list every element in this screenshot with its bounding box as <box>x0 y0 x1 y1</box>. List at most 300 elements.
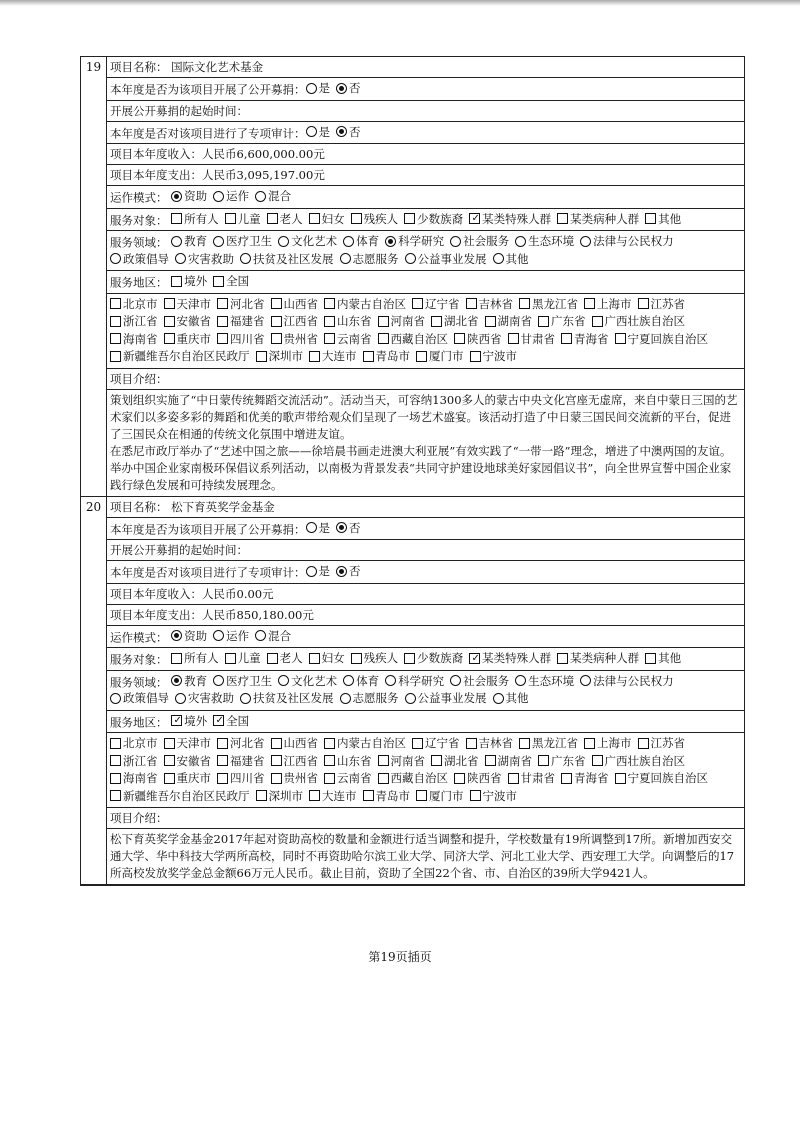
field-option[interactable] <box>515 673 574 689</box>
province-option[interactable] <box>519 296 578 312</box>
province-option[interactable] <box>110 348 250 364</box>
province-option[interactable] <box>378 753 426 769</box>
province-option[interactable] <box>538 753 586 769</box>
province-option[interactable] <box>538 313 586 329</box>
checkbox[interactable] <box>225 653 236 664</box>
field-option[interactable] <box>385 233 444 249</box>
checkbox[interactable] <box>615 333 626 344</box>
field-option[interactable] <box>110 690 169 706</box>
radio-button[interactable] <box>405 693 416 704</box>
checkbox[interactable] <box>267 213 278 224</box>
province-option[interactable] <box>485 753 533 769</box>
field-option[interactable] <box>175 690 234 706</box>
checkbox[interactable] <box>171 653 182 664</box>
field-option[interactable] <box>450 233 509 249</box>
province-option[interactable] <box>638 296 686 312</box>
checkbox[interactable] <box>469 653 480 664</box>
checkbox[interactable] <box>164 738 175 749</box>
radio-button[interactable] <box>340 253 351 264</box>
checkbox[interactable] <box>171 715 182 726</box>
province-option[interactable] <box>256 348 304 364</box>
checkbox[interactable] <box>508 773 519 784</box>
checkbox[interactable] <box>217 773 228 784</box>
region-option[interactable] <box>213 273 249 289</box>
checkbox[interactable] <box>324 333 335 344</box>
province-option[interactable] <box>217 313 265 329</box>
target-option[interactable] <box>469 211 551 227</box>
province-row <box>107 294 745 369</box>
checkbox[interactable] <box>271 316 282 327</box>
option-label: 全国 <box>226 713 250 728</box>
field-option[interactable] <box>171 233 207 249</box>
radio-button[interactable] <box>343 236 354 247</box>
checkbox[interactable] <box>271 738 282 749</box>
radio-button[interactable] <box>493 693 504 704</box>
region-option[interactable] <box>213 713 249 729</box>
mode-option[interactable] <box>171 188 207 204</box>
checkbox[interactable] <box>615 773 626 784</box>
checkbox[interactable] <box>110 773 121 784</box>
field-option[interactable] <box>278 673 337 689</box>
province-option[interactable] <box>454 770 502 786</box>
province-option[interactable] <box>584 735 632 751</box>
province-option[interactable] <box>378 313 426 329</box>
province-option[interactable] <box>164 331 212 347</box>
province-option[interactable] <box>470 348 518 364</box>
radio-button[interactable] <box>213 630 224 641</box>
province-option[interactable] <box>324 753 372 769</box>
province-option[interactable] <box>256 788 304 804</box>
region-option[interactable] <box>171 273 207 289</box>
radio-button[interactable] <box>306 126 317 137</box>
checkbox[interactable] <box>538 755 549 766</box>
page-footer: 第19页插页 <box>368 950 432 964</box>
checkbox[interactable] <box>110 333 121 344</box>
province-option[interactable] <box>324 296 406 312</box>
province-option[interactable] <box>416 788 464 804</box>
checkbox[interactable] <box>110 738 121 749</box>
radio-button[interactable] <box>580 675 591 686</box>
radio-button[interactable] <box>240 693 251 704</box>
checkbox[interactable] <box>351 653 362 664</box>
radio-button[interactable] <box>171 675 182 686</box>
province-option[interactable] <box>164 770 212 786</box>
checkbox[interactable] <box>363 351 374 362</box>
province-option[interactable] <box>638 735 686 751</box>
project-number: 20 <box>81 497 107 885</box>
province-option[interactable] <box>561 331 609 347</box>
target-option[interactable] <box>404 211 463 227</box>
field-option[interactable] <box>110 251 169 267</box>
province-option[interactable] <box>164 313 212 329</box>
checkbox[interactable] <box>164 755 175 766</box>
public-fundraising-yes[interactable] <box>306 80 331 96</box>
province-option[interactable] <box>592 753 686 769</box>
checkbox[interactable] <box>638 738 649 749</box>
mode-option[interactable] <box>213 628 249 644</box>
radio-button[interactable] <box>340 693 351 704</box>
checkbox[interactable] <box>225 213 236 224</box>
field-option[interactable] <box>343 233 379 249</box>
field-option[interactable] <box>213 673 272 689</box>
target-option[interactable] <box>351 211 399 227</box>
option-label: 福建省 <box>230 753 265 768</box>
radio-button[interactable] <box>343 675 354 686</box>
province-option[interactable] <box>615 331 709 347</box>
province-option[interactable] <box>431 753 479 769</box>
radio-button[interactable] <box>515 675 526 686</box>
radio-button[interactable] <box>213 191 224 202</box>
option-label: 资助 <box>184 628 208 643</box>
radio-button[interactable] <box>175 253 186 264</box>
checkbox[interactable] <box>351 213 362 224</box>
option-label: 江苏省 <box>650 736 685 750</box>
province-option[interactable] <box>584 296 632 312</box>
checkbox[interactable] <box>638 298 649 309</box>
checkbox[interactable] <box>110 755 121 766</box>
option-label: 新疆维吾尔自治区民政厅 <box>123 788 250 803</box>
option-label: 大连市 <box>322 349 357 363</box>
field-option[interactable] <box>493 690 529 706</box>
province-option[interactable] <box>217 753 265 769</box>
checkbox[interactable] <box>431 316 442 327</box>
checkbox[interactable] <box>309 213 320 224</box>
target-option[interactable] <box>404 650 463 666</box>
checkbox[interactable] <box>561 333 572 344</box>
option-label: 医疗卫生 <box>226 234 273 248</box>
province-option[interactable] <box>363 348 411 364</box>
region-option[interactable] <box>171 713 207 729</box>
option-label: 是 <box>318 564 330 578</box>
checkbox[interactable] <box>561 773 572 784</box>
field-option[interactable] <box>171 673 207 689</box>
checkbox[interactable] <box>466 298 477 309</box>
field-option[interactable] <box>213 233 272 249</box>
project-rows <box>107 497 745 885</box>
checkbox[interactable] <box>324 316 335 327</box>
province-option[interactable] <box>324 770 372 786</box>
checkbox[interactable] <box>217 316 228 327</box>
radio-button[interactable] <box>336 126 347 137</box>
checkbox[interactable] <box>164 298 175 309</box>
checkbox[interactable] <box>470 351 481 362</box>
radio-button[interactable] <box>493 253 504 264</box>
field-option[interactable] <box>278 233 337 249</box>
field-option[interactable] <box>240 251 334 267</box>
radio-button[interactable] <box>255 630 266 641</box>
region-label: 服务地区： <box>110 715 172 729</box>
checkbox[interactable] <box>324 773 335 784</box>
radio-button[interactable] <box>450 675 461 686</box>
province-option[interactable] <box>110 770 158 786</box>
province-option[interactable] <box>309 788 357 804</box>
public-fundraising-yes[interactable] <box>306 520 331 536</box>
checkbox[interactable] <box>164 333 175 344</box>
target-option[interactable] <box>267 211 303 227</box>
checkbox[interactable] <box>592 755 603 766</box>
checkbox[interactable] <box>592 316 603 327</box>
checkbox[interactable] <box>485 755 496 766</box>
public-fundraising-no[interactable] <box>336 520 361 536</box>
checkbox[interactable] <box>271 773 282 784</box>
option-label: 少数族裔 <box>417 651 464 665</box>
province-option[interactable] <box>324 735 406 751</box>
checkbox[interactable] <box>645 213 656 224</box>
province-option[interactable] <box>470 788 518 804</box>
checkbox[interactable] <box>469 213 480 224</box>
checkbox[interactable] <box>508 333 519 344</box>
radio-button[interactable] <box>336 83 347 94</box>
radio-button[interactable] <box>278 236 289 247</box>
field-option[interactable] <box>175 251 234 267</box>
checkbox[interactable] <box>404 213 415 224</box>
province-option[interactable] <box>271 313 319 329</box>
radio-button[interactable] <box>450 236 461 247</box>
checkbox[interactable] <box>412 298 423 309</box>
radio-button[interactable] <box>213 675 224 686</box>
target-option[interactable] <box>645 211 681 227</box>
radio-button[interactable] <box>171 630 182 641</box>
radio-button[interactable] <box>580 236 591 247</box>
mode-option[interactable] <box>213 188 249 204</box>
audit-no[interactable] <box>336 124 361 140</box>
checkbox[interactable] <box>470 790 481 801</box>
checkbox[interactable] <box>454 773 465 784</box>
target-label: 服务对象： <box>110 652 172 667</box>
radio-button[interactable] <box>213 236 224 247</box>
option-label: 公益事业发展 <box>417 251 487 266</box>
field-option[interactable] <box>405 251 487 267</box>
province-option[interactable] <box>324 313 372 329</box>
field-option[interactable] <box>340 690 399 706</box>
target-option[interactable] <box>225 211 261 227</box>
checkbox[interactable] <box>324 755 335 766</box>
checkbox[interactable] <box>557 213 568 224</box>
checkbox[interactable] <box>110 316 121 327</box>
option-label: 儿童 <box>237 651 261 665</box>
province-option[interactable] <box>110 313 158 329</box>
option-label: 青岛市 <box>375 788 410 803</box>
radio-button[interactable] <box>515 236 526 247</box>
province-option[interactable] <box>110 753 158 769</box>
checkbox[interactable] <box>645 653 656 664</box>
target-option[interactable] <box>309 211 345 227</box>
radio-button[interactable] <box>171 236 182 247</box>
checkbox[interactable] <box>584 738 595 749</box>
province-option[interactable] <box>217 735 265 751</box>
checkbox[interactable] <box>431 755 442 766</box>
radio-button[interactable] <box>110 693 121 704</box>
target-option[interactable] <box>557 211 639 227</box>
province-option[interactable] <box>466 296 514 312</box>
checkbox[interactable] <box>378 333 389 344</box>
option-label: 重庆市 <box>176 771 211 785</box>
field-option[interactable] <box>450 673 509 689</box>
radio-button[interactable] <box>385 236 396 247</box>
radio-button[interactable] <box>278 675 289 686</box>
checkbox[interactable] <box>271 333 282 344</box>
audit-yes[interactable] <box>306 124 331 140</box>
province-option[interactable] <box>110 296 158 312</box>
province-option[interactable] <box>412 296 460 312</box>
province-option[interactable] <box>561 770 609 786</box>
province-option[interactable] <box>271 296 319 312</box>
checkbox[interactable] <box>485 316 496 327</box>
province-option[interactable] <box>164 735 212 751</box>
radio-button[interactable] <box>306 566 317 577</box>
checkbox[interactable] <box>171 276 182 287</box>
radio-button[interactable] <box>306 522 317 533</box>
region-row <box>107 271 745 294</box>
checkbox[interactable] <box>267 653 278 664</box>
province-option[interactable] <box>378 331 449 347</box>
checkbox[interactable] <box>519 738 530 749</box>
target-option[interactable] <box>469 650 551 666</box>
target-option[interactable] <box>645 650 681 666</box>
province-option[interactable] <box>271 331 319 347</box>
target-option[interactable] <box>225 650 261 666</box>
province-option[interactable] <box>508 770 556 786</box>
target-option[interactable] <box>171 650 219 666</box>
mode-option[interactable] <box>255 628 291 644</box>
province-option[interactable] <box>363 788 411 804</box>
province-option[interactable] <box>164 753 212 769</box>
checkbox[interactable] <box>324 298 335 309</box>
province-option[interactable] <box>110 788 250 804</box>
province-option[interactable] <box>485 313 533 329</box>
checkbox[interactable] <box>309 653 320 664</box>
province-option[interactable] <box>412 735 460 751</box>
option-label: 社会服务 <box>463 673 510 688</box>
province-option[interactable] <box>110 331 158 347</box>
province-option[interactable] <box>217 296 265 312</box>
checkbox[interactable] <box>256 790 267 801</box>
province-option[interactable] <box>466 735 514 751</box>
field-option[interactable] <box>580 673 674 689</box>
option-label: 公益事业发展 <box>417 691 487 705</box>
checkbox[interactable] <box>378 773 389 784</box>
province-option[interactable] <box>615 770 709 786</box>
province-option[interactable] <box>324 331 372 347</box>
checkbox[interactable] <box>538 316 549 327</box>
radio-button[interactable] <box>171 191 182 202</box>
checkbox[interactable] <box>213 715 224 726</box>
province-option[interactable] <box>454 331 502 347</box>
checkbox[interactable] <box>110 790 121 801</box>
checkbox[interactable] <box>256 351 267 362</box>
checkbox[interactable] <box>110 351 121 362</box>
audit-no[interactable] <box>336 563 361 579</box>
checkbox[interactable] <box>557 653 568 664</box>
option-label: 儿童 <box>237 211 261 226</box>
option-label: 广东省 <box>551 314 586 328</box>
checkbox[interactable] <box>416 351 427 362</box>
field-option[interactable] <box>580 233 674 249</box>
province-option[interactable] <box>431 313 479 329</box>
checkbox[interactable] <box>271 298 282 309</box>
checkbox[interactable] <box>217 738 228 749</box>
field-option[interactable] <box>493 251 529 267</box>
checkbox[interactable] <box>217 755 228 766</box>
option-label: 所有人 <box>184 651 219 665</box>
target-option[interactable] <box>557 650 639 666</box>
checkbox[interactable] <box>412 738 423 749</box>
checkbox[interactable] <box>164 316 175 327</box>
checkbox[interactable] <box>213 276 224 287</box>
province-option[interactable] <box>271 753 319 769</box>
province-option[interactable] <box>519 735 578 751</box>
checkbox[interactable] <box>378 316 389 327</box>
province-option[interactable] <box>309 348 357 364</box>
checkbox[interactable] <box>171 213 182 224</box>
checkbox[interactable] <box>164 773 175 784</box>
checkbox[interactable] <box>309 351 320 362</box>
radio-button[interactable] <box>336 522 347 533</box>
option-label: 辽宁省 <box>425 296 460 311</box>
checkbox[interactable] <box>110 298 121 309</box>
field-option[interactable] <box>405 690 487 706</box>
field-option[interactable] <box>385 673 444 689</box>
province-option[interactable] <box>271 735 319 751</box>
checkbox[interactable] <box>416 790 427 801</box>
province-option[interactable] <box>271 770 319 786</box>
checkbox[interactable] <box>519 298 530 309</box>
radio-button[interactable] <box>240 253 251 264</box>
radio-button[interactable] <box>110 253 121 264</box>
radio-button[interactable] <box>306 83 317 94</box>
mode-option[interactable] <box>171 628 207 644</box>
field-option[interactable] <box>240 690 334 706</box>
province-option[interactable] <box>378 770 449 786</box>
mode-option[interactable] <box>255 188 291 204</box>
checkbox[interactable] <box>404 653 415 664</box>
checkbox[interactable] <box>271 755 282 766</box>
radio-button[interactable] <box>405 253 416 264</box>
audit-yes[interactable] <box>306 563 331 579</box>
checkbox[interactable] <box>363 790 374 801</box>
field-option[interactable] <box>340 251 399 267</box>
province-option[interactable] <box>416 348 464 364</box>
target-option[interactable] <box>171 211 219 227</box>
radio-button[interactable] <box>336 566 347 577</box>
field-option[interactable] <box>343 673 379 689</box>
public-fundraising-no[interactable] <box>336 80 361 96</box>
checkbox[interactable] <box>378 755 389 766</box>
target-option[interactable] <box>309 650 345 666</box>
province-option[interactable] <box>508 331 556 347</box>
field-option[interactable] <box>515 233 574 249</box>
province-option[interactable] <box>164 296 212 312</box>
target-option[interactable] <box>267 650 303 666</box>
checkbox[interactable] <box>466 738 477 749</box>
checkbox[interactable] <box>217 298 228 309</box>
mode-row <box>107 186 745 209</box>
province-option[interactable] <box>110 735 158 751</box>
radio-button[interactable] <box>385 675 396 686</box>
province-option[interactable] <box>217 331 265 347</box>
province-option[interactable] <box>592 313 686 329</box>
option-label: 混合 <box>268 189 292 203</box>
province-option[interactable] <box>217 770 265 786</box>
radio-button[interactable] <box>175 693 186 704</box>
radio-button[interactable] <box>255 191 266 202</box>
checkbox[interactable] <box>454 333 465 344</box>
checkbox[interactable] <box>217 333 228 344</box>
checkbox[interactable] <box>309 790 320 801</box>
checkbox[interactable] <box>324 738 335 749</box>
target-option[interactable] <box>351 650 399 666</box>
checkbox[interactable] <box>584 298 595 309</box>
